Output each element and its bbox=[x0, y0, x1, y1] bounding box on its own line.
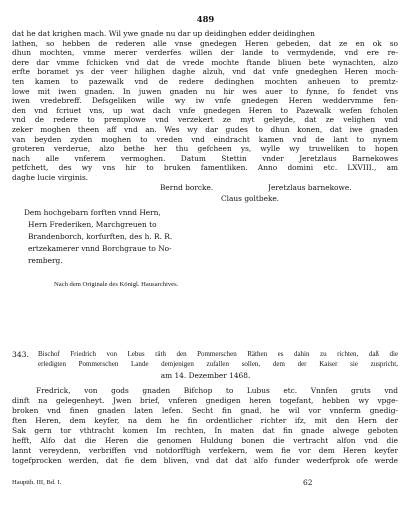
text-line: Sak gern tor vthtracht komen Im rechten, In maten dat fin gnade alwege geboten bbox=[12, 426, 398, 435]
footer-sheet-number: 62 bbox=[303, 478, 313, 487]
text-line: zeker moghen theen aff vnd an. Wes wy dar gudes to dhun konen, dat iwe gnaden bbox=[12, 125, 398, 134]
address-line: Dem hochgebarn forften vnnd Hern, bbox=[24, 208, 161, 217]
address-line: Hern Frederiken, Marchgreuen to bbox=[28, 220, 157, 229]
text-line: Fredrick, von gods gnaden Bifchop to Lubus etc. Vnnfen gruts vnd bbox=[36, 386, 398, 395]
text-line: ften Heren, dem keyfer, na dem he fin ordentlicher richter ifz, mit den Hern der bbox=[12, 416, 398, 425]
text-line: lowe mit iwen gnaden. In juwen gnaden nu hir wes auer to fynne, fo fendet vns bbox=[12, 86, 398, 96]
text-line: lathen, so hebben de rederen alle vnse gnedegen Heren gebeden, dat ze en ok so bbox=[12, 38, 398, 48]
text-line: den vnd fcriuet vns, up wat dach vnfe gnedegen Heren to Pazewalk wefen fcholen bbox=[12, 105, 398, 115]
page-number: 489 bbox=[196, 14, 215, 24]
text-line: nach alle vnferem vermoghen. Datum Stettin vnder Jeretzlaus Barnekowes bbox=[12, 153, 398, 163]
signature-goltbeke: Claus goltbeke. bbox=[221, 194, 280, 203]
text-line: hefft, Alfo dat die Heren die genomen Huldung bonen die vertracht alfon vnd die bbox=[12, 436, 398, 445]
document-number: 343. bbox=[12, 350, 29, 359]
text-line: petfchett, des wy vns hir to bruken famentliken. Anno domini etc. LXVIII., am bbox=[12, 163, 398, 173]
text-line: lannt vereydenn, verbriffen vnd notdorfftigh verfekern, wem fie vor dem Heren keyfer bbox=[12, 446, 398, 455]
text-line: dere dar vmme fchicken vnd dat de vrede mochte ftande bliuen bete wynachten, alzo bbox=[12, 57, 398, 67]
text-line: togefprocken werden, dat fie dem bliven, vnd dat dat alfo funder wederfprok ofe werde bbox=[12, 456, 398, 465]
text-line: dat he dat krighen mach. Wil ywe gnade nu dar up deidinghen edder deidinghen bbox=[12, 29, 315, 38]
signature-barnekowe: Jeretzlaus barnekowe. bbox=[268, 183, 352, 192]
text-line: dhun mochten, vmme merer verderfes willen der lande to vermydende, vnd ere re- bbox=[12, 48, 398, 58]
document-date: am 14. Dezember 1468. bbox=[160, 371, 251, 380]
text-line: dinft na gelegenheyt. Jwen brief, vnferen gnedigen heren togefant, hebben wy vpge- bbox=[12, 396, 398, 405]
address-line: remberg. bbox=[28, 256, 63, 265]
address-line: ertzekamerer vnnd Borchgraue to No- bbox=[28, 244, 172, 253]
text-line: daghe lucie virginis. bbox=[12, 173, 89, 182]
document-heading: Bischof Friedrich von Lebus räth den Pommerschen Räthen es dahin zu richten, daß die bbox=[38, 350, 398, 358]
source-note: Nach dem Originale des Königl. Hausarchives. bbox=[54, 281, 179, 288]
document-heading: erledigten Pommerschen Lande demjenigen zufallen sollen, dem der Kaiser sie zuspricht, bbox=[38, 360, 398, 368]
text-line: iwen vredebreff. Defsgeliken wille wy iw vnfe gnedegen Heren weddervmme fen- bbox=[12, 96, 398, 106]
signature-borcke: Bernd borcke. bbox=[160, 183, 214, 192]
text-line: broken vnd finen gnaden laten lefen. Secht fin gnad, he wil vor vnnferm gnedig- bbox=[12, 406, 398, 415]
footer-volume: Hauptth. III, Bd. I. bbox=[12, 479, 62, 486]
address-line: Brandenborch, korfurften, des h. R. R. bbox=[28, 232, 173, 241]
text-line: groteren verderue, alzo bethe her thu gefcheen ys, wylle wy truweliken to hopen bbox=[12, 144, 398, 154]
text-line: vnd de redere to premplowe vnd verzekert ze myt geleyde, dat ze velighen vnd bbox=[12, 115, 398, 125]
text-line: van beyden zyden moghen to vreden vnd eindracht kamen vnd de lant to nynem bbox=[12, 134, 398, 144]
text-line: erfte boramet ys der veer hilighen daghe alzuh, vnd dat vnfe gnedeghen Heren moch- bbox=[12, 67, 398, 77]
text-line: ten kamen to pazewalk vnd de redere dedinghen mochten anheuen to premtz- bbox=[12, 77, 398, 86]
